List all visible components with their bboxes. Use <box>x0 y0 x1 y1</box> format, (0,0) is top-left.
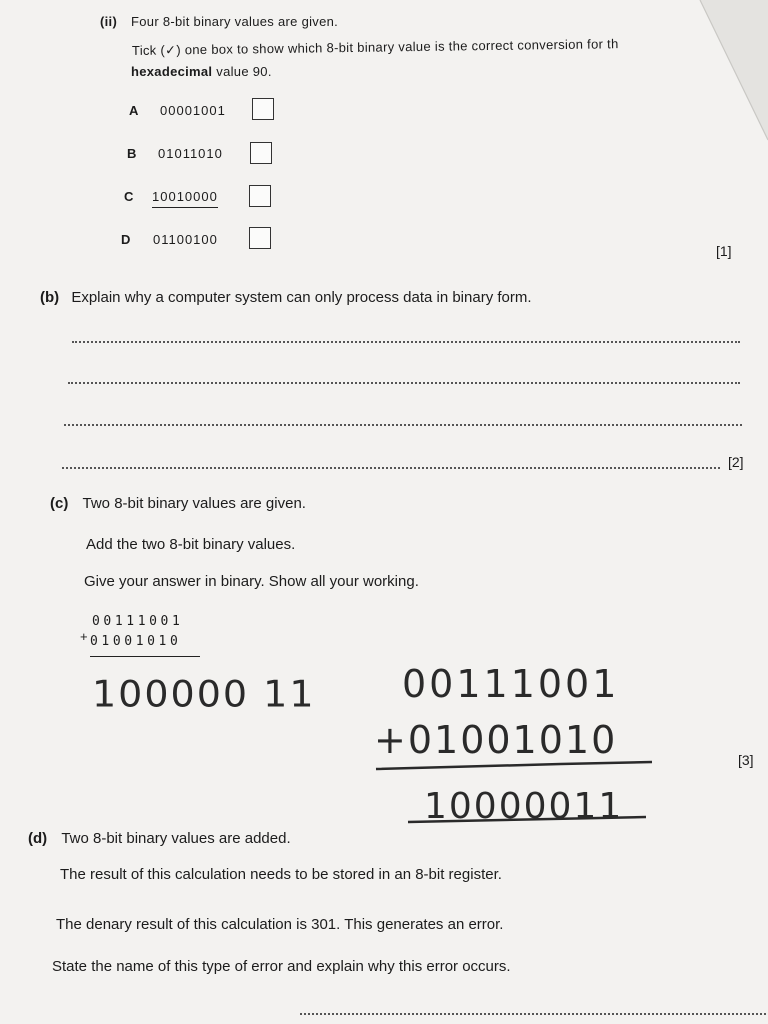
handwritten-answer: 100000 11 <box>92 673 316 715</box>
handwritten-working-2: +01001010 <box>374 718 618 762</box>
option-b-letter: B <box>127 146 137 161</box>
question-b-prompt: Explain why a computer system can only process data in binary form. <box>71 289 532 306</box>
option-c-value: 10010000 <box>152 189 218 208</box>
instruction-tail: value 90. <box>212 64 272 79</box>
handwritten-working-3: 10000011 <box>424 786 624 827</box>
plus-sign: + <box>80 629 88 644</box>
answer-line-d-1[interactable] <box>300 1013 766 1015</box>
question-d-line1: The result of this calculation needs to be stored in an 8-bit register. <box>60 866 502 883</box>
question-b-number: (b) <box>40 289 60 306</box>
question-ii-number: (ii) <box>100 14 118 29</box>
answer-line-b-1[interactable] <box>72 341 740 343</box>
question-b <box>40 289 532 306</box>
answer-line-b-2[interactable] <box>68 382 740 384</box>
addend-1: 00111001 <box>92 614 184 629</box>
option-d-value: 01100100 <box>153 232 218 247</box>
option-c-tickbox[interactable] <box>249 185 271 207</box>
option-d-letter: D <box>121 232 131 247</box>
handwritten-rule-upper <box>376 762 652 769</box>
option-a-letter: A <box>129 103 139 118</box>
question-d-prompt: Two 8-bit binary values are added. <box>61 830 291 847</box>
question-ii-instruction-cont <box>131 64 272 79</box>
option-d-tickbox[interactable] <box>249 227 271 249</box>
question-c <box>50 495 306 512</box>
question-b-marks: [2] <box>728 454 744 470</box>
question-ii-prompt: Four 8-bit binary values are given. <box>131 14 339 29</box>
question-c-marks: [3] <box>738 752 754 768</box>
option-b-tickbox[interactable] <box>250 142 272 164</box>
question-c-number: (c) <box>50 495 69 512</box>
page-fold-shadow <box>640 0 768 160</box>
sum-rule <box>90 656 200 657</box>
question-c-instruction1: Add the two 8-bit binary values. <box>86 536 296 553</box>
question-ii-marks: [1] <box>716 243 732 259</box>
handwritten-working-1: 00111001 <box>402 662 620 706</box>
question-c-prompt: Two 8-bit binary values are given. <box>82 495 306 512</box>
question-ii-header <box>100 14 338 29</box>
option-a-tickbox[interactable] <box>252 98 274 120</box>
question-c-instruction2: Give your answer in binary. Show all your working. <box>84 573 419 590</box>
question-d <box>28 830 291 847</box>
addend-2: 01001010 <box>90 634 182 649</box>
hexadecimal-emphasis: hexadecimal <box>131 64 213 79</box>
option-a-value: 00001001 <box>160 103 226 118</box>
question-d-line3: State the name of this type of error and explain why this error occurs. <box>52 958 511 975</box>
option-c-letter: C <box>124 189 134 204</box>
question-d-number: (d) <box>28 830 48 847</box>
answer-line-b-4[interactable] <box>62 467 720 469</box>
question-ii-instruction: Tick (✓) one box to show which 8-bit binary value is the correct conversion for th <box>131 36 619 58</box>
option-b-value: 01011010 <box>158 146 223 161</box>
answer-line-b-3[interactable] <box>64 424 742 426</box>
question-d-line2: The denary result of this calculation is 301. This generates an error. <box>56 916 504 933</box>
